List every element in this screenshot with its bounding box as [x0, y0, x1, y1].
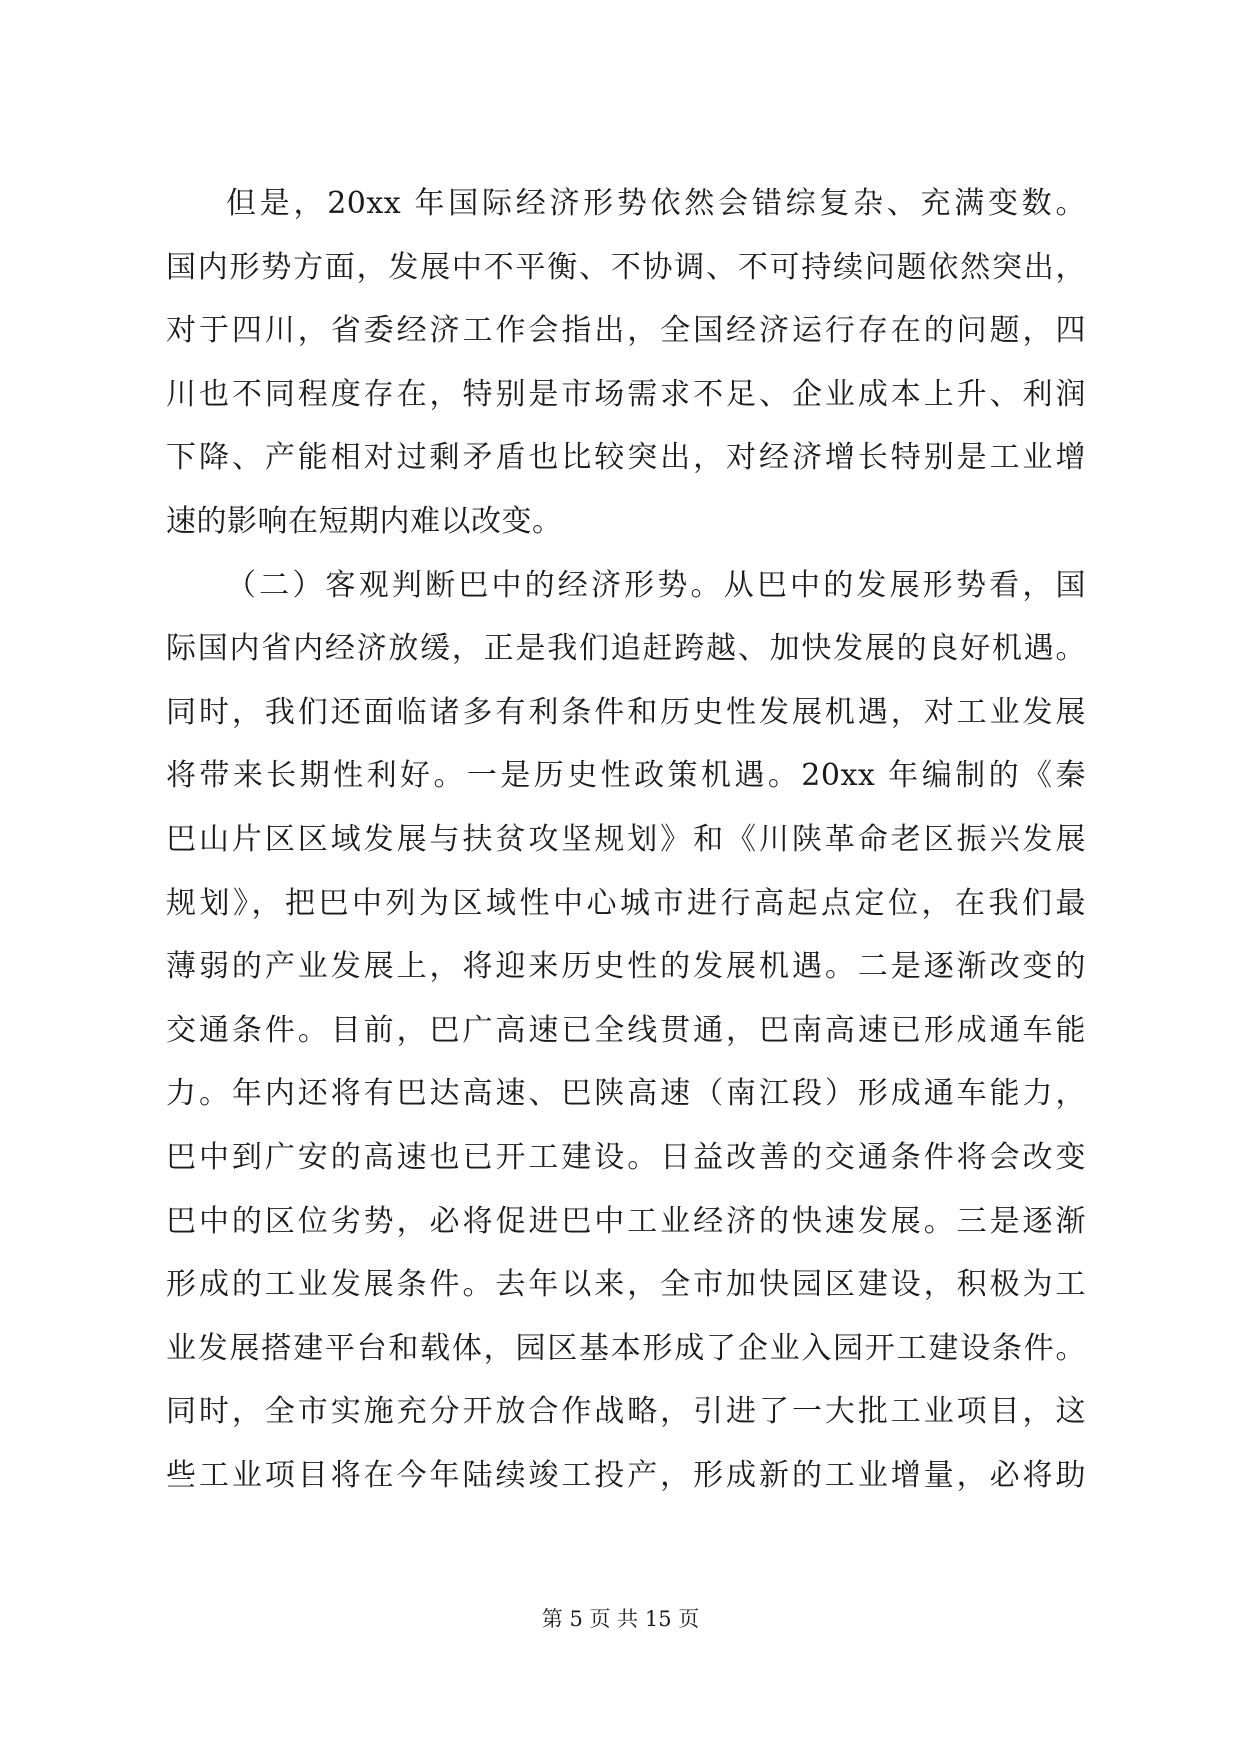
paragraph-2-line-12: 形成的工业发展条件。去年以来，全市加快园区建设，积极为工 — [166, 1267, 1086, 1303]
paragraph-1-line-5: 下降、产能相对过剩矛盾也比较突出，对经济增长特别是工业增 — [166, 440, 1086, 476]
paragraph-2-line-8: 交通条件。目前，巴广高速已全线贯通，巴南高速已形成通车能 — [166, 1012, 1086, 1048]
paragraph-2-line-6: 规划》，把巴中列为区域性中心城市进行高起点定位，在我们最 — [166, 885, 1086, 921]
paragraph-2-line-2: 际国内省内经济放缓，正是我们追赶跨越、加快发展的良好机遇。 — [166, 631, 1086, 667]
paragraph-2-line-15: 些工业项目将在今年陆续竣工投产，形成新的工业增量，必将助 — [166, 1457, 1086, 1493]
paragraph-2-line-3: 同时，我们还面临诸多有利条件和历史性发展机遇，对工业发展 — [166, 694, 1086, 730]
paragraph-1-line-4: 川也不同程度存在，特别是市场需求不足、企业成本上升、利润 — [166, 376, 1086, 412]
paragraph-2-line-4: 将带来长期性利好。一是历史性政策机遇。20xx 年编制的《秦 — [166, 758, 1086, 794]
paragraph-2-line-5: 巴山片区区域发展与扶贫攻坚规划》和《川陕革命老区振兴发展 — [166, 821, 1086, 857]
body-text — [166, 172, 1086, 1507]
paragraph-2-line-11: 巴中的区位劣势，必将促进巴中工业经济的快速发展。三是逐渐 — [166, 1203, 1086, 1239]
paragraph-1-line-1: 但是，20xx 年国际经济形势依然会错综复杂、充满变数。 — [226, 186, 1086, 221]
paragraph-1-line-2: 国内形势方面，发展中不平衡、不协调、不可持续问题依然突出， — [166, 249, 1086, 285]
paragraph-2-line-10: 巴中到广安的高速也已开工建设。日益改善的交通条件将会改变 — [166, 1139, 1086, 1175]
paragraph-2-line-14: 同时，全市实施充分开放合作战略，引进了一大批工业项目，这 — [166, 1394, 1086, 1430]
paragraph-1-line-6: 速的影响在短期内难以改变。 — [166, 503, 563, 539]
paragraph-2-line-13: 业发展搭建平台和载体，园区基本形成了企业入园开工建设条件。 — [166, 1330, 1086, 1366]
paragraph-2-line-9: 力。年内还将有巴达高速、巴陕高速（南江段）形成通车能力， — [166, 1076, 1086, 1112]
paragraph-1-line-3: 对于四川，省委经济工作会指出，全国经济运行存在的问题，四 — [166, 313, 1086, 349]
paragraph-2-line-1: （二）客观判断巴中的经济形势。从巴中的发展形势看，国 — [226, 567, 1086, 603]
paragraph-2-line-7: 薄弱的产业发展上，将迎来历史性的发展机遇。二是逐渐改变的 — [166, 949, 1086, 985]
page-number-footer: 第 5 页 共 15 页 — [541, 1607, 700, 1631]
